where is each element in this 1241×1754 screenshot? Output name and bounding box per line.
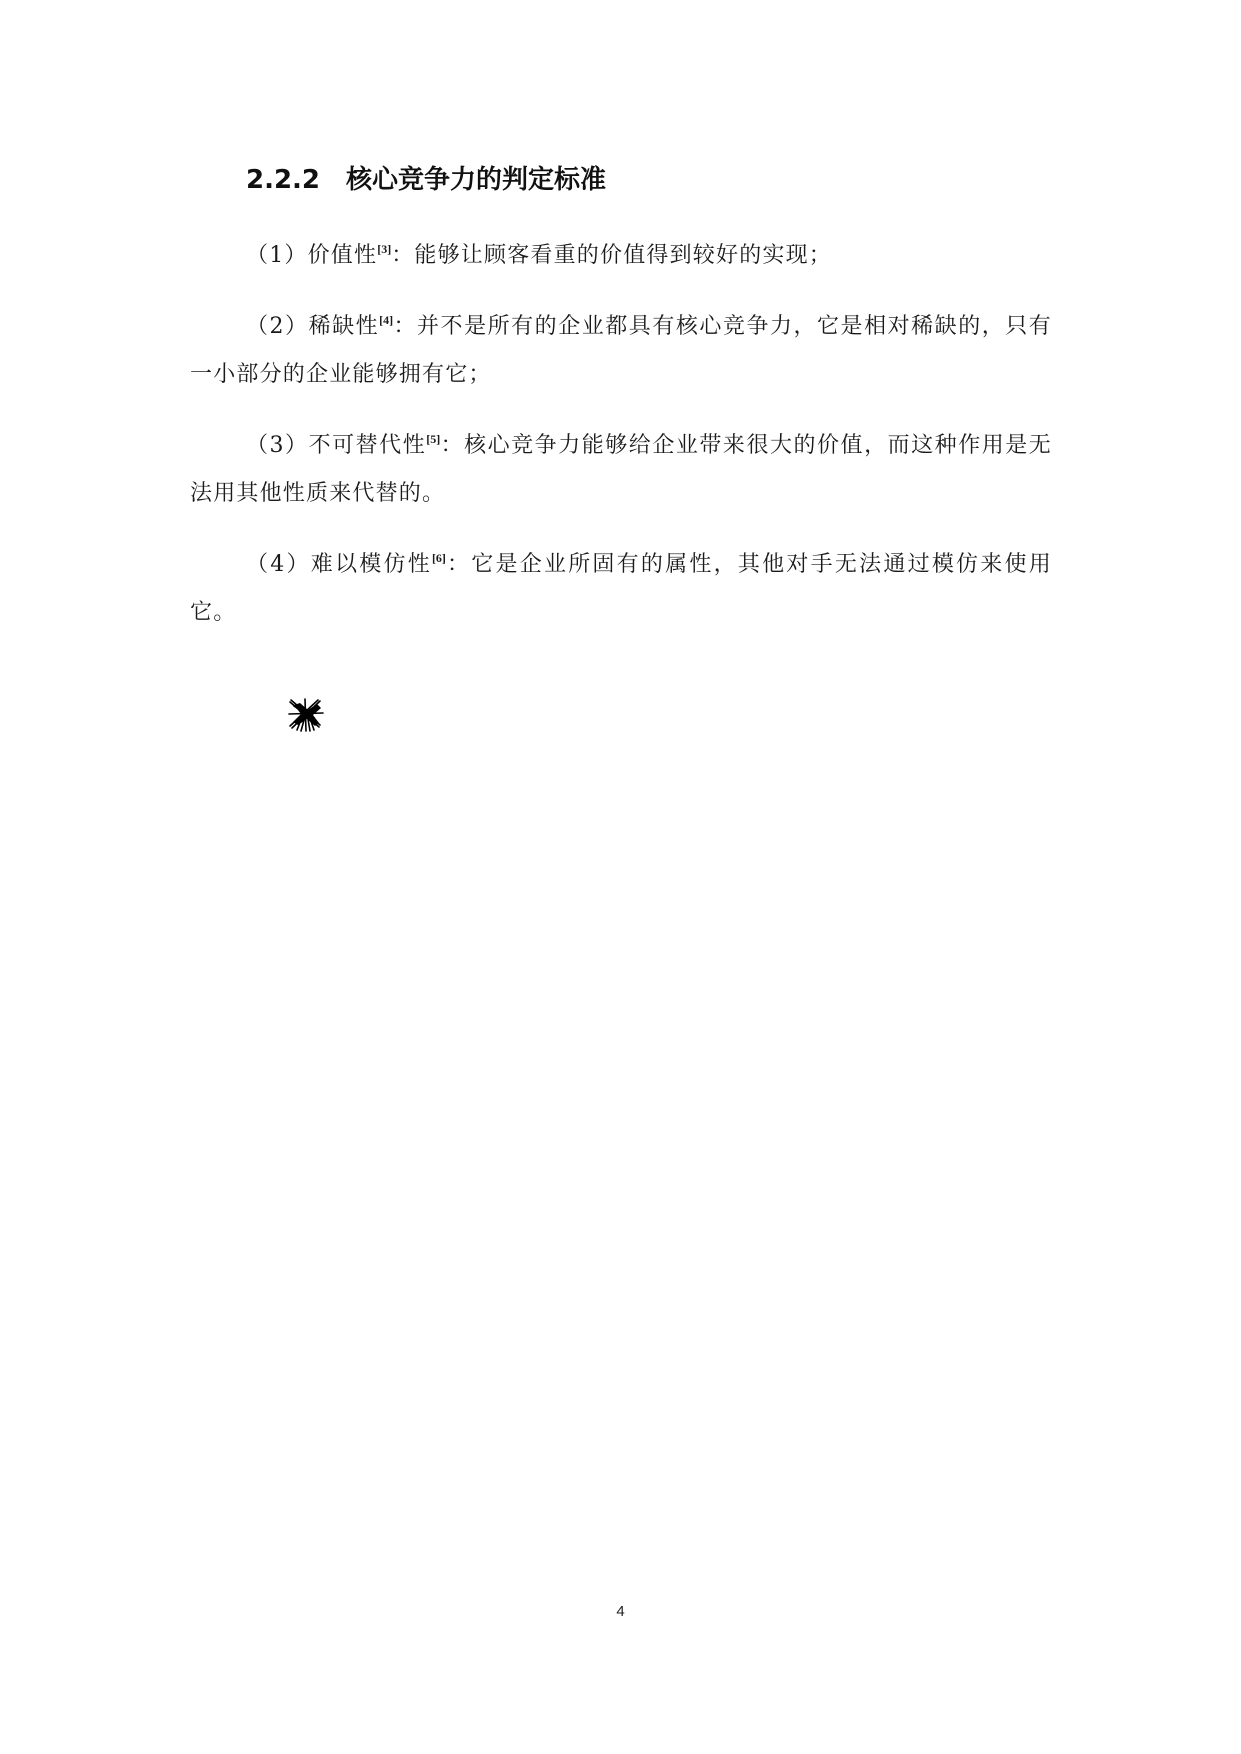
criterion-lead: （3）不可替代性 bbox=[246, 433, 427, 458]
citation-ref: [4] bbox=[379, 313, 394, 327]
criterion-lead: （2）稀缺性 bbox=[246, 314, 380, 339]
body-text bbox=[190, 232, 1052, 660]
criterion-text: ：核心竞争力能够给企业带来很大的价值，而这种作用是无法用其他性质来代替的。 bbox=[190, 433, 1052, 506]
citation-ref: [6] bbox=[431, 551, 446, 565]
criterion-paragraph-irreplaceability bbox=[190, 422, 1052, 518]
citation-ref: [5] bbox=[426, 432, 441, 446]
page-number: 4 bbox=[616, 1603, 625, 1620]
criterion-text: ：能够让顾客看重的价值得到较好的实现； bbox=[391, 243, 833, 268]
criterion-lead: （4）难以模仿性 bbox=[246, 552, 432, 577]
criterion-paragraph-scarcity bbox=[190, 303, 1052, 399]
criterion-paragraph-inimitability bbox=[190, 541, 1052, 637]
criterion-text: ：它是企业所固有的属性，其他对手无法通过模仿来使用它。 bbox=[190, 552, 1052, 625]
section-title: 核心竞争力的判定标准 bbox=[346, 165, 607, 195]
criterion-paragraph-value bbox=[190, 232, 1052, 280]
criterion-lead: （1）价值性 bbox=[246, 243, 378, 268]
citation-ref: [3] bbox=[377, 242, 392, 256]
section-number: 2.2.2 bbox=[246, 165, 321, 195]
criterion-text: ：并不是所有的企业都具有核心竞争力，它是相对稀缺的，只有一小部分的企业能够拥有它； bbox=[190, 314, 1052, 387]
section-heading bbox=[246, 160, 606, 200]
broken-image-glyph-icon bbox=[286, 697, 326, 733]
